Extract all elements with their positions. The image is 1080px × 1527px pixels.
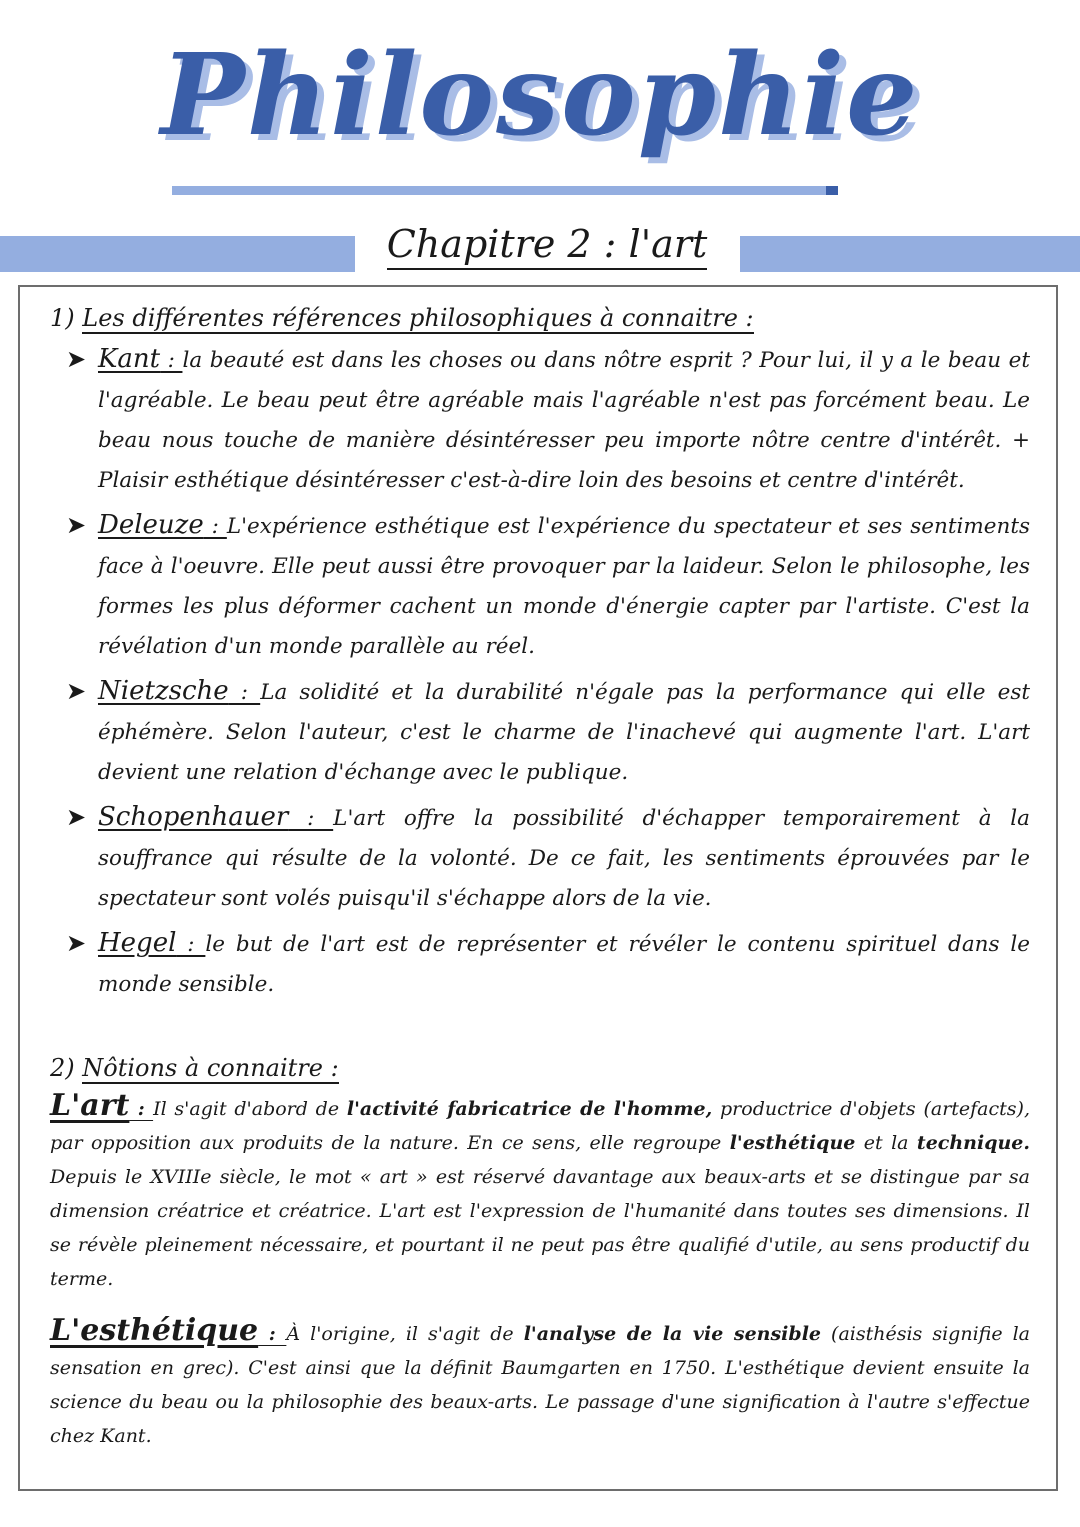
section-2-heading [50,1051,1030,1085]
notion-esthetique: L'esthétique : À l'origine, il s'agit de l'analyse de la vie sensible (aisthésis signifie la sensation en grec). C'est ainsi que la définit Baumgarten en 1750. L'esthétique devient ensuite la science du beau ou la philosophie des beaux-arts. Le passage d'une signification à l'autre s'effectue chez Kant. [50,1313,1031,1447]
title-underline-accent [826,186,838,195]
section-1-number: 1) [50,304,75,332]
notion-text: À l'origine, il s'agit de [286,1323,514,1345]
notion-term: L'art [50,1088,130,1123]
content-box [18,285,1058,1491]
notion-term: L'esthétique [50,1313,259,1348]
philosopher-name: Kant [98,344,161,374]
philosopher-name: Nietzsche [98,676,229,706]
arrow-bullet-icon: ➤ [66,803,87,831]
chapter-heading [362,222,732,266]
arrow-bullet-icon: ➤ [66,511,87,539]
reference-hegel: ➤ Hegel : le but de l'art est de représenter et révéler le contenu spirituel dans le monde sensible. [50,923,1030,1005]
section-1-title: Les différentes références philosophiques à connaitre : [82,304,754,332]
reference-text: le but de l'art est de représenter et révéler le contenu spirituel dans le monde sensible. [98,932,1030,997]
chapter-band-right [740,236,1080,272]
section-2-number: 2) [50,1054,75,1082]
reference-nietzsche: ➤ Nietzsche : La solidité et la durabilité n'égale pas la performance qui elle est éphémère. Selon l'auteur, c'est le charme de l'inachevé qui augmente l'art. L'art devient une relation d'échange avec le publique. [50,671,1030,793]
reference-text: La solidité et la durabilité n'égale pas la performance qui elle est éphémère. Selon l'auteur, c'est le charme de l'inachevé qui augmente l'art. L'art devient une relation d'échange avec le publique. [98,680,1030,785]
arrow-bullet-icon: ➤ [66,929,87,957]
section-1-heading [50,301,1030,335]
title-underline [172,186,838,195]
reference-text: la beauté est dans les choses ou dans nôtre esprit ? Pour lui, il y a le beau et l'agréable. Le beau peut être agréable mais l'agréable n'est pas forcément beau. Le beau nous touche de manière désintéresser peu importe nôtre centre d'intérêt. + Plaisir esthétique désintéresser c'est-à-dire loin des besoins et centre d'intérêt. [98,348,1030,493]
reference-text: L'expérience esthétique est l'expérience du spectateur et ses sentiments face à l'oeuvre. Elle peut aussi être provoquer par la laideur. Selon le philosophe, les formes les plus déformer cachent un monde d'énergie capter par l'artiste. C'est la révélation d'un monde parallèle au réel. [98,514,1030,659]
notion-highlight: l'esthétique [729,1132,856,1154]
notion-text: productrice d'objets (artefacts), par opposition aux produits de la nature. En ce sens, elle regroupe [50,1098,1030,1154]
chapter-title: Chapitre 2 : l'art [387,222,708,270]
notion-text: et la [863,1132,909,1154]
chapter-band-left [0,236,355,272]
notion-text: (aisthésis signifie la sensation en grec). C'est ainsi que la définit Baumgarten en 1750. L'esthétique devient ensuite la science du beau ou la philosophie des beaux-arts. Le passage d'une signification à l'autre s'effectue chez Kant. [50,1323,1031,1447]
section-2-title: Nôtions à connaitre : [82,1054,339,1082]
reference-deleuze: ➤ Deleuze : L'expérience esthétique est l'expérience du spectateur et ses sentiments face à l'oeuvre. Elle peut aussi être provoquer par la laideur. Selon le philosophe, les formes les plus déformer cachent un monde d'énergie capter par l'artiste. C'est la révélation d'un monde parallèle au réel. [50,505,1030,667]
notion-highlight: l'analyse de la vie sensible [523,1323,821,1345]
philosopher-name: Deleuze [98,510,204,540]
notion-text: Il s'agit d'abord de [153,1098,340,1120]
notion-highlight: l'activité fabricatrice de l'homme, [346,1098,713,1120]
philosopher-name: Schopenhauer [98,802,289,832]
arrow-bullet-icon: ➤ [66,345,87,373]
reference-kant: ➤ Kant : la beauté est dans les choses ou dans nôtre esprit ? Pour lui, il y a le beau et l'agréable. Le beau peut être agréable mais l'agréable n'est pas forcément beau. Le beau nous touche de manière désintéresser peu importe nôtre centre d'intérêt. + Plaisir esthétique désintéresser c'est-à-dire loin des besoins et centre d'intérêt. [50,339,1030,501]
reference-text: L'art offre la possibilité d'échapper temporairement à la souffrance qui résulte de la volonté. De ce fait, les sentiments éprouvées par le spectateur sont volés puisqu'il s'échappe alors de la vie. [98,806,1030,911]
reference-schopenhauer: ➤ Schopenhauer : L'art offre la possibilité d'échapper temporairement à la souffrance qui résulte de la volonté. De ce fait, les sentiments éprouvées par le spectateur sont volés puisqu'il s'échappe alors de la vie. [50,797,1030,919]
philosopher-name: Hegel [98,928,177,958]
notion-art: L'art : Il s'agit d'abord de l'activité fabricatrice de l'homme, productrice d'objets (artefacts), par opposition aux produits de la nature. En ce sens, elle regroupe l'esthétique et la technique. Depuis le XVIIIe siècle, le mot « art » est réservé davantage aux beaux-arts et se distingue par sa dimension créatrice et créatrice. L'art est l'expression de l'humanité dans toutes ses dimensions. Il se révèle pleinement nécessaire, et pourtant il ne peut pas être qualifié d'utile, au sens productif du terme. [50,1088,1031,1290]
notion-highlight: technique. [916,1132,1031,1154]
page-title: Philosophie [160,30,920,161]
arrow-bullet-icon: ➤ [66,677,87,705]
notion-text: Depuis le XVIIIe siècle, le mot « art » est réservé davantage aux beaux-arts et se distingue par sa dimension créatrice et créatrice. L'art est l'expression de l'humanité dans toutes ses dimensions. Il se révèle pleinement nécessaire, et pourtant il ne peut pas être qualifié d'utile, au sens productif du terme. [50,1166,1030,1290]
